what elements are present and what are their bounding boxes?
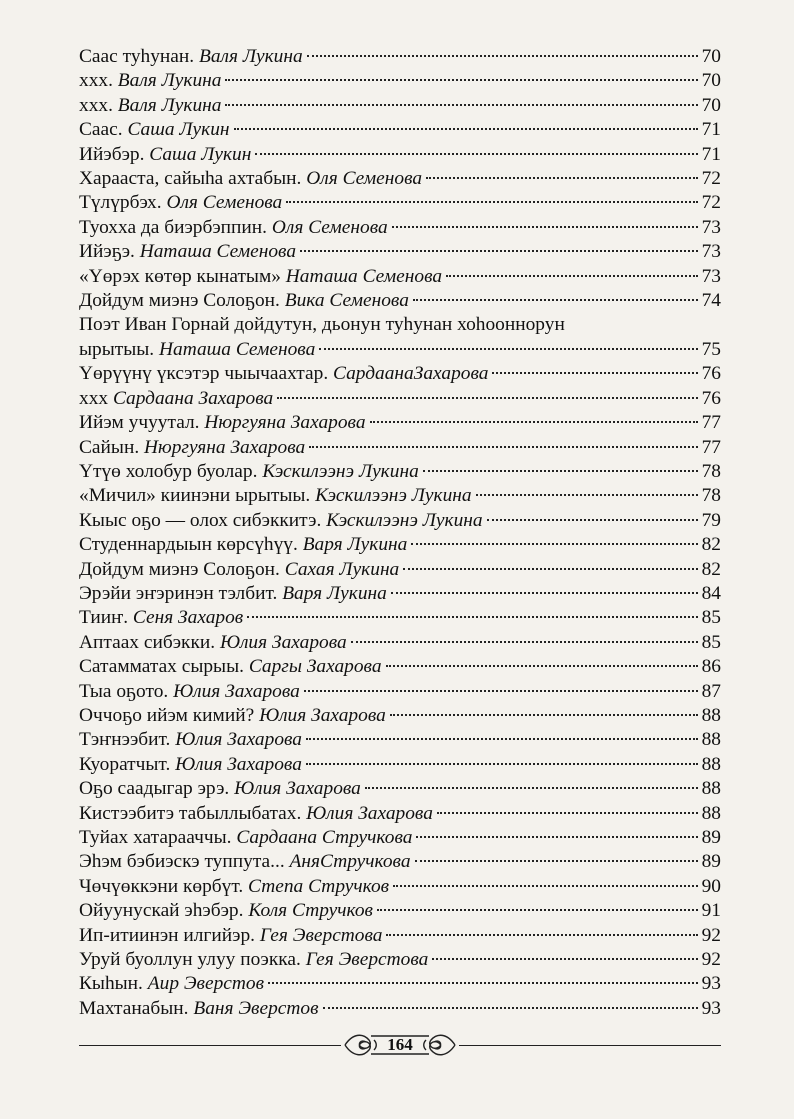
- dot-leader: [234, 128, 698, 130]
- dot-leader: [351, 641, 698, 643]
- toc-entry: [79, 728, 721, 752]
- toc-entry-text: [79, 802, 433, 826]
- toc-entry-text: [79, 509, 483, 533]
- dot-leader: [437, 812, 698, 814]
- toc-entry-author: Нюргуяна Захарова: [144, 436, 306, 458]
- dot-leader: [487, 519, 698, 521]
- toc-entry-author: Наташа Семенова: [139, 241, 297, 263]
- dot-leader: [446, 275, 698, 277]
- toc-entry-author: Сардаана Захарова: [112, 387, 274, 409]
- toc-entry-line: [79, 558, 721, 582]
- toc-entry-line: [79, 972, 721, 996]
- toc-entry-page-number: 85: [701, 631, 721, 653]
- toc-entry-title: Ийэм учуутал.: [79, 412, 200, 434]
- toc-entry-title: Дойдум миэнэ Солоҕон.: [79, 290, 280, 312]
- toc-entry: [79, 777, 721, 801]
- toc-entry-page-number: 73: [701, 241, 721, 263]
- dot-leader: [423, 470, 698, 472]
- dot-leader: [492, 372, 697, 374]
- toc-entry-title: Ийэбэр.: [79, 143, 145, 165]
- toc-entry-author: Оля Семенова: [166, 192, 283, 214]
- toc-entry-line: [79, 45, 721, 69]
- toc-entry-line: [79, 240, 721, 264]
- toc-entry-text: [79, 69, 221, 93]
- toc-entry-page-number: 75: [701, 338, 721, 360]
- toc-entry: [79, 948, 721, 972]
- toc-entry-line: [79, 484, 721, 508]
- toc-entry-page-number: 88: [701, 802, 721, 824]
- toc-entry-line: [79, 582, 721, 606]
- toc-entry-line: [79, 753, 721, 777]
- toc-entry-title: Ийэҕэ.: [79, 241, 135, 263]
- toc-entry-author: Кэскилээнэ Лукина: [315, 485, 472, 507]
- toc-entry-title: Туйах хатарааччы.: [79, 827, 232, 848]
- toc-entry-text: [79, 753, 302, 777]
- toc-entry-text: [79, 533, 407, 557]
- toc-entry: [79, 655, 721, 679]
- toc-entry-author: Варя Лукина: [302, 534, 408, 556]
- toc-entry-author: Сеня Захаров: [132, 607, 244, 629]
- toc-entry-line: [79, 728, 721, 752]
- toc-entry-text: [79, 655, 382, 679]
- toc-entry: [79, 69, 721, 93]
- toc-entry-author: Аир Эверстов: [147, 973, 265, 995]
- toc-entry-page-number: 90: [701, 875, 721, 897]
- toc-entry-author: Юлия Захарова: [173, 680, 300, 702]
- toc-entry: [79, 802, 721, 826]
- toc-entry-text: [79, 94, 221, 118]
- dot-leader: [393, 885, 698, 887]
- toc-entry-page-number: 91: [701, 900, 721, 922]
- toc-entry-line: [79, 191, 721, 215]
- toc-entry-author: Сардаана Стручкова: [236, 827, 413, 848]
- toc-entry-line: [79, 167, 721, 191]
- toc-entry-text: [79, 850, 411, 874]
- toc-entry-text: [79, 460, 419, 484]
- dot-leader: [390, 714, 698, 716]
- toc-entry-title: Эһэм бэбиэскэ туппута...: [79, 851, 285, 873]
- toc-entry-page-number: 76: [701, 387, 721, 409]
- toc-entry-text: [79, 167, 422, 191]
- toc-entry: [79, 313, 721, 362]
- toc-entry-page-number: 88: [701, 778, 721, 800]
- toc-entry: [79, 509, 721, 533]
- toc-entry-line: [79, 460, 721, 484]
- toc-entry: [79, 826, 721, 850]
- toc-entry-title: «Мичил» киинэни ырытыы.: [79, 485, 311, 507]
- toc-entry-author: Гея Эверстова: [259, 924, 383, 946]
- toc-entry-title: Оччоҕо ийэм кимий?: [79, 704, 255, 726]
- toc-entry-page-number: 93: [701, 997, 721, 1019]
- toc-entry-title: Эрэйи эҥэринэн тэлбит.: [79, 582, 278, 604]
- toc-entry-line: [79, 655, 721, 679]
- toc-entry-page-number: 72: [701, 192, 721, 214]
- dot-leader: [268, 982, 698, 984]
- toc-entry: [79, 118, 721, 142]
- toc-entry-text: [79, 436, 305, 460]
- toc-entry-page-number: 71: [701, 119, 721, 141]
- toc-entry: [79, 606, 721, 630]
- toc-entry-line: [79, 436, 721, 460]
- toc-entry-line: [79, 899, 721, 923]
- toc-entry-line: [79, 704, 721, 728]
- toc-entry-title: Кыһын.: [79, 973, 143, 995]
- dot-leader: [277, 397, 697, 399]
- toc-entry-line: [79, 533, 721, 557]
- toc-entry-text: [79, 875, 389, 899]
- toc-entry-page-number: 89: [701, 827, 721, 848]
- toc-entry-title: Тыа оҕото.: [79, 680, 169, 702]
- toc-entry: [79, 753, 721, 777]
- toc-entry: [79, 680, 721, 704]
- toc-entry-page-number: 88: [701, 729, 721, 751]
- toc-entry-text: [79, 948, 428, 972]
- toc-entry-title: Сатамматах сырыы.: [79, 656, 244, 678]
- toc-entry-author: Наташа Семенова: [159, 338, 316, 360]
- toc-entry-text: [79, 704, 386, 728]
- toc-entry: [79, 265, 721, 289]
- toc-entry-text: [79, 606, 243, 630]
- toc-entry-line: [79, 631, 721, 655]
- toc-entry-author: Наташа Семенова: [285, 265, 443, 287]
- toc-entry-title: Туохха да биэрбэппин.: [79, 216, 268, 238]
- toc-entry-page-number: 85: [701, 607, 721, 629]
- toc-entry-title: Харааста, сайыһа ахтабын.: [79, 168, 302, 190]
- dot-leader: [476, 494, 698, 496]
- toc-entry: [79, 289, 721, 313]
- toc-entry-page-number: 89: [701, 851, 721, 873]
- toc-entry: [79, 875, 721, 899]
- toc-entry-author: Кэскилээнэ Лукина: [262, 460, 419, 482]
- toc-entry-title: «Үөрэх көтөр кынатым»: [79, 265, 281, 287]
- toc-entry-line: [79, 680, 721, 704]
- dot-leader: [304, 690, 698, 692]
- toc-entry-text: [79, 582, 387, 606]
- toc-entry-page-number: 70: [701, 70, 721, 92]
- toc-entry-author: Юлия Захарова: [175, 729, 302, 751]
- toc-entry-author: Валя Лукина: [117, 70, 222, 92]
- toc-entry-page-number: 74: [701, 290, 721, 312]
- toc-entry: [79, 533, 721, 557]
- toc-entry-page-number: 78: [701, 460, 721, 482]
- toc-entry-line: [79, 606, 721, 630]
- toc-entry-page-number: 84: [701, 582, 721, 604]
- toc-entry-page-number: 82: [701, 534, 721, 556]
- toc-entry-title: Ойуунускай эһэбэр.: [79, 900, 244, 922]
- dot-leader: [426, 177, 698, 179]
- toc-entry-title: Үтүө холобур буолар.: [79, 460, 258, 482]
- toc-entry: [79, 362, 721, 386]
- toc-entry: [79, 972, 721, 996]
- toc-entry-text: [79, 387, 273, 411]
- toc-entry-page-number: 92: [701, 949, 721, 971]
- toc-entry-author: Саргы Захарова: [248, 656, 382, 678]
- toc-entry: [79, 924, 721, 948]
- page-footer: [79, 1030, 721, 1060]
- dot-leader: [416, 836, 697, 838]
- toc-entry-page-number: 77: [701, 436, 721, 458]
- toc-entry-author: Юлия Захарова: [259, 704, 386, 726]
- toc-entry-title: Уруй буоллун улуу поэкка.: [79, 949, 301, 971]
- toc-entry-line: [79, 875, 721, 899]
- toc-entry-text: [79, 558, 399, 582]
- toc-entry-line: [79, 802, 721, 826]
- dot-leader: [403, 568, 697, 570]
- toc-entry-author: Кэскилээнэ Лукина: [326, 509, 483, 531]
- dot-leader: [415, 860, 698, 862]
- toc-entry-line: [79, 948, 721, 972]
- toc-entry-page-number: 79: [701, 509, 721, 531]
- toc-entry: [79, 387, 721, 411]
- toc-entry-page-number: 93: [701, 973, 721, 995]
- toc-entry: [79, 899, 721, 923]
- dot-leader: [391, 592, 698, 594]
- footer-rule-right: [459, 1045, 721, 1046]
- toc-entry-page-number: 88: [701, 753, 721, 775]
- toc-entry-title: Студеннардыын көрсүһүү.: [79, 534, 298, 556]
- toc-entry-line: [79, 118, 721, 142]
- dot-leader: [307, 55, 698, 57]
- toc-entry-text: [79, 45, 303, 69]
- dot-leader: [386, 665, 698, 667]
- toc-entry-text: [79, 997, 319, 1021]
- toc-entry-title: Дойдум миэнэ Солоҕон.: [79, 558, 280, 580]
- dot-leader: [247, 616, 697, 618]
- toc-entry-text: [79, 777, 361, 801]
- dot-leader: [323, 1007, 698, 1009]
- toc-entry-title: Чөчүөккэни көрбүт.: [79, 875, 244, 897]
- toc-entry-line: [79, 289, 721, 313]
- toc-entry-line: [79, 997, 721, 1021]
- toc-entry-title: Махтанабын.: [79, 997, 189, 1019]
- toc-entry-line: [79, 216, 721, 240]
- toc-entry: [79, 484, 721, 508]
- toc-entry-author: Юлия Захарова: [219, 631, 347, 653]
- toc-entry-title: Кыыс оҕо — олох сибэккитэ.: [79, 509, 322, 531]
- toc-entry: [79, 216, 721, 240]
- toc-entry-page-number: 88: [701, 704, 721, 726]
- toc-entry-title: Үөрүүнү үксэтэр чыычаахтар.: [79, 363, 329, 385]
- toc-entry: [79, 240, 721, 264]
- toc-entry-line: [79, 777, 721, 801]
- toc-entry-page-number: 82: [701, 558, 721, 580]
- toc-entry-author: Варя Лукина: [282, 582, 387, 604]
- dot-leader: [300, 250, 698, 252]
- toc-entry-text: [79, 289, 409, 313]
- toc-entry-line: [79, 143, 721, 167]
- toc-entry-author: Нюргуяна Захарова: [204, 412, 366, 434]
- toc-entry-author: Степа Стручков: [248, 875, 390, 897]
- toc-entry-page-number: 71: [701, 143, 721, 165]
- toc-entry: [79, 436, 721, 460]
- toc-entry-text: [79, 484, 472, 508]
- toc-entry-text: [79, 411, 366, 435]
- toc-entry-line: [79, 94, 721, 118]
- toc-entry: [79, 704, 721, 728]
- toc-entry-author: Саша Лукин: [149, 143, 252, 165]
- toc-entry-author: Валя Лукина: [117, 94, 222, 116]
- toc-entry-page-number: 73: [701, 216, 721, 238]
- dot-leader: [225, 79, 697, 81]
- toc-entry-author: Коля Стручков: [248, 900, 373, 922]
- toc-entry-title: Кистээбитэ табыллыбатах.: [79, 802, 302, 824]
- dot-leader: [370, 421, 698, 423]
- toc-entry-author: Ваня Эверстов: [193, 997, 319, 1019]
- dot-leader: [225, 104, 697, 106]
- toc-entry-page-number: 73: [701, 265, 721, 287]
- toc-entry: [79, 167, 721, 191]
- toc-entry-title: ырытыы.: [79, 338, 155, 360]
- dot-leader: [392, 226, 698, 228]
- toc-entry-title: Куоратчыт.: [79, 753, 171, 775]
- toc-entry-text: [79, 240, 296, 264]
- toc-entry-text: [79, 118, 230, 142]
- toc-entry-page-number: 77: [701, 412, 721, 434]
- toc-entry-line: [79, 69, 721, 93]
- toc-entry-page-number: 86: [701, 656, 721, 678]
- toc-entry-text: [79, 680, 300, 704]
- toc-entry-line: [79, 362, 721, 386]
- toc-entry: [79, 143, 721, 167]
- toc-entry-text: [79, 143, 251, 167]
- toc-entry-author: Саша Лукин: [127, 119, 230, 141]
- toc-entry: [79, 411, 721, 435]
- toc-entry-line: [79, 411, 721, 435]
- dot-leader: [286, 201, 697, 203]
- toc-entry-author: СардаанаЗахарова: [333, 363, 489, 385]
- toc-entry: [79, 460, 721, 484]
- toc-entry: [79, 631, 721, 655]
- toc-entry-author: Оля Семенова: [306, 168, 423, 190]
- dot-leader: [306, 763, 698, 765]
- toc-entry-line: [79, 387, 721, 411]
- toc-entry-title: Тэҥнээбит.: [79, 729, 171, 751]
- toc-entry-text: [79, 362, 488, 386]
- page-number: 164: [387, 1035, 413, 1054]
- toc-entry-line: [79, 924, 721, 948]
- toc-entry-author: Юлия Захарова: [175, 753, 302, 775]
- toc-entry-author: Юлия Захарова: [234, 778, 361, 800]
- toc-entry-text: [79, 924, 382, 948]
- toc-entry-text: [79, 728, 302, 752]
- toc-entry-title: Түлүрбэх.: [79, 192, 162, 214]
- dot-leader: [411, 543, 697, 545]
- toc-entry-text: [79, 338, 315, 362]
- toc-entry: [79, 94, 721, 118]
- toc-entry-author: Валя Лукина: [198, 46, 303, 67]
- toc-entry-page-number: 76: [701, 363, 721, 385]
- toc-entry-title: ххх.: [79, 70, 113, 92]
- toc-entry-line: [79, 850, 721, 874]
- toc-entry-line: [79, 509, 721, 533]
- toc-entry-page-number: 87: [701, 680, 721, 702]
- dot-leader: [365, 787, 698, 789]
- toc-entry: [79, 45, 721, 69]
- toc-entry-title: Аптаах сибэкки.: [79, 631, 216, 653]
- toc-entry-title: Оҕо саадыгар эрэ.: [79, 778, 230, 800]
- toc-entry-text: [79, 826, 412, 850]
- toc-entry-page-number: 70: [701, 46, 721, 67]
- toc-entry-line: [79, 338, 721, 362]
- dot-leader: [413, 299, 698, 301]
- toc-entry-title-line1: Поэт Иван Горнай дойдутун, дьонун туһунан хоһооннорун: [79, 314, 565, 336]
- toc-entry-text: [79, 631, 347, 655]
- toc-entry-line: [79, 265, 721, 289]
- dot-leader: [386, 934, 697, 936]
- toc-entry-text: [79, 191, 282, 215]
- toc-entry-title: ххх: [79, 387, 109, 409]
- toc-entry-title: Тииҥ.: [79, 607, 129, 629]
- toc-entry-title: ххх.: [79, 94, 113, 116]
- dot-leader: [309, 446, 697, 448]
- dot-leader: [306, 738, 698, 740]
- toc-entry-page-number: 92: [701, 924, 721, 946]
- toc-entry-title: Саас.: [79, 119, 123, 141]
- toc-entry-text: [79, 216, 388, 240]
- footer-rule-left: [79, 1045, 341, 1046]
- toc-entry-page-number: 78: [701, 485, 721, 507]
- table-of-contents: [79, 45, 721, 1021]
- toc-entry: [79, 558, 721, 582]
- toc-entry: [79, 850, 721, 874]
- toc-entry-page-number: 72: [701, 168, 721, 190]
- toc-entry-author: Гея Эверстова: [305, 949, 429, 971]
- toc-entry-title: Ип-итиинэн илгийэр.: [79, 924, 255, 946]
- toc-entry-text: [79, 899, 373, 923]
- toc-entry-author: Сахая Лукина: [284, 558, 400, 580]
- toc-entry-author: АняСтручкова: [289, 851, 411, 873]
- toc-entry: [79, 191, 721, 215]
- toc-entry-title: Саас туһунан.: [79, 46, 195, 67]
- toc-entry-author: Юлия Захарова: [306, 802, 433, 824]
- toc-entry: [79, 997, 721, 1021]
- toc-entry-text: [79, 972, 264, 996]
- toc-entry-author: Вика Семенова: [284, 290, 409, 312]
- toc-entry-author: Оля Семенова: [271, 216, 388, 238]
- dot-leader: [377, 909, 698, 911]
- toc-entry-line: [79, 826, 721, 850]
- toc-entry-title: Сайын.: [79, 436, 140, 458]
- dot-leader: [255, 153, 697, 155]
- dot-leader: [432, 958, 697, 960]
- toc-entry-page-number: 70: [701, 94, 721, 116]
- toc-entry-text: [79, 265, 442, 289]
- toc-entry: [79, 582, 721, 606]
- dot-leader: [319, 348, 697, 350]
